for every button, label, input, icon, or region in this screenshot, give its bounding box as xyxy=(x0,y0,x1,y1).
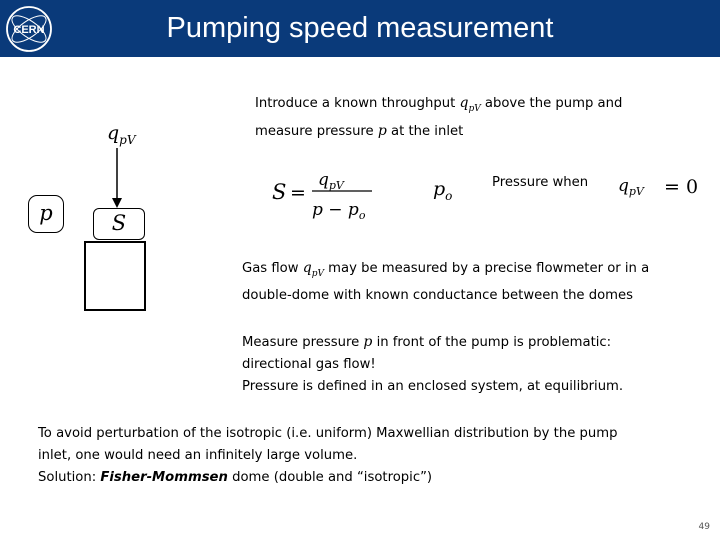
flow-arrow-icon xyxy=(108,148,128,210)
pressure-when-label: Pressure when xyxy=(492,175,589,190)
svg-text:p − po: $p - p_o$ xyxy=(312,200,366,222)
svg-text:S: S xyxy=(272,180,287,204)
avoid-perturbation-text: To avoid perturbation of the isotropic (i.e. uniform) Maxwellian distribution by the pump inlet, one would need an infinitely large volume. Solution: Fisher-Mommsen dome (double and “isotropic”) xyxy=(38,426,618,485)
measure-text: Measure pressure p in front of the pump is problematic: directional gas flow! Pressure is defined in an enclosed system, at equilibrium. xyxy=(242,334,624,394)
svg-text:qpV: $q_{pV}$ xyxy=(318,170,344,192)
svg-text:qpV: $q_{pV}$ xyxy=(618,176,644,198)
svg-text:= 0: = 0 xyxy=(664,176,699,198)
page-number: 49 xyxy=(698,522,710,532)
pump-box xyxy=(84,241,146,311)
throughput-label: $q_{pV}$ xyxy=(107,122,136,147)
pump-speed-box: S xyxy=(93,208,145,240)
svg-text:=: = xyxy=(290,182,306,204)
gas-flow-text: Gas flow $q_{pV}$ may be measured by a precise flowmeter or in a double-dome with known conductance between the domes xyxy=(242,260,650,303)
pumping-speed-formula xyxy=(270,163,699,228)
slide-title: Pumping speed measurement xyxy=(166,12,554,44)
svg-text:po: $p_o$ xyxy=(433,178,453,203)
pressure-box: p xyxy=(28,195,64,233)
header-bar xyxy=(0,0,720,57)
intro-text: Introduce a known throughput $q_{pV}$ above the pump and measure pressure p at the inlet xyxy=(255,95,623,139)
svg-text:CERN: CERN xyxy=(13,24,45,36)
